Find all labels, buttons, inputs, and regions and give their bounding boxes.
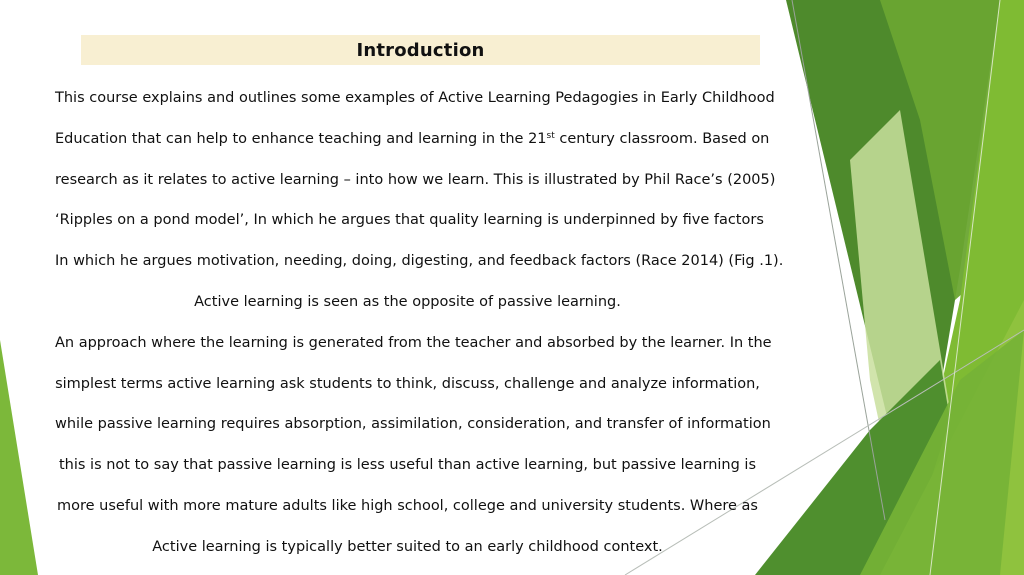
text-line: ‘Ripples on a pond model’, In which he argues that quality learning is underpinned by five factors [55, 212, 764, 229]
text-line [55, 119, 770, 160]
text-line: This course explains and outlines some examples of Active Learning Pedagogies in Early Childhood [55, 90, 775, 106]
text-line: research as it relates to active learning – into how we learn. This is illustrated by Phil Race’s (2005) [55, 171, 776, 188]
text-segment: century classroom. Based on [554, 130, 770, 147]
text-line: In which he argues motivation, needing, doing, digesting, and feedback factors (Race 2014) (Fig .1). [55, 253, 784, 270]
introduction-body [55, 78, 784, 568]
text-line: An approach where the learning is generated from the teacher and absorbed by the learner. In the [55, 334, 772, 351]
text-line: while passive learning requires absorption, assimilation, consideration, and transfer of information [55, 416, 771, 433]
text-line: Active learning is typically better suited to an early childhood context. [152, 538, 663, 555]
left-green-shape [0, 340, 38, 575]
text-line: more useful with more mature adults like high school, college and university students. Where as [57, 497, 758, 514]
text-line: this is not to say that passive learning is less useful than active learning, but passive learning is [58, 457, 756, 474]
superscript-ordinal: st [546, 130, 555, 141]
page-title: Introduction [356, 39, 485, 61]
text-line: Active learning is seen as the opposite of passive learning. [194, 293, 621, 310]
title-banner [81, 35, 760, 65]
text-line: simplest terms active learning ask students to think, discuss, challenge and analyze information, [55, 375, 760, 392]
text-segment: Education that can help to enhance teaching and learning in the 21 [55, 130, 547, 147]
